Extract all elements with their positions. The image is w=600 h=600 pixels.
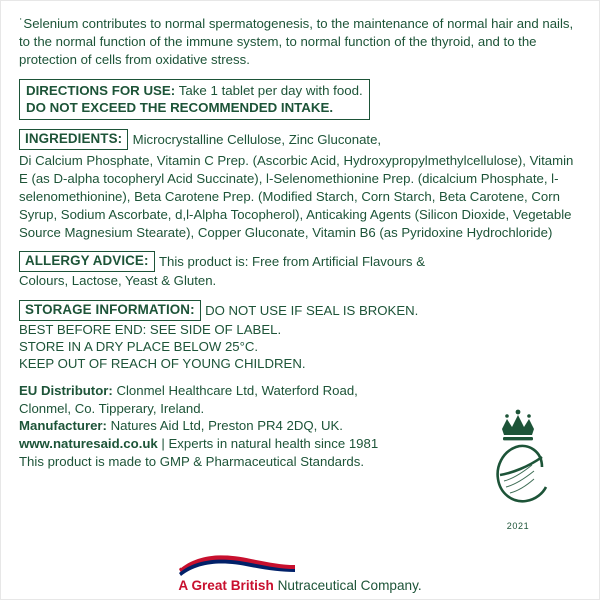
allergy-text-line-1: This product is: Free from Artificial Flavours & [158, 254, 425, 270]
directions-block [19, 79, 581, 120]
ingredients-heading: INGREDIENTS: [19, 129, 128, 150]
ingredients-body: Di Calcium Phosphate, Vitamin C Prep. (Ascorbic Acid, Hydroxypropylmethylcellulose), Vitamin E (as D-alpha tocopheryl Acid Succinate), l-Selenomethionine Prep. (dicalcium Phosphate, l-selenomethionine), Beta Carotene Prep. (Modified Starch, Corn Starch, Beta Carotene, Corn Syrup, Sodium Ascorbate, d,l-Alpha Tocopherol), Anticaking Agents (Silicon Dioxide, Vegetable Source Magnesium Stearate), Copper Gluconate, Vitamin B6 (as Pyridoxine Hydrochloride) [19, 152, 574, 241]
union-jack-swoosh-icon [177, 551, 297, 577]
website-tagline: | Experts in natural health since 1981 [161, 435, 379, 451]
ingredients-first-line: Microcrystalline Cellulose, Zinc Gluconate, [132, 131, 382, 147]
manufacturer-address: Natures Aid Ltd, Preston PR4 2DQ, UK. [110, 418, 343, 434]
eu-distributor-line [19, 382, 581, 400]
selenium-claim-text: ˙Selenium contributes to normal spermatogenesis, to the maintenance of normal hair and nails, to the normal function of the immune system, to normal function of the thyroid, and to the protection of cells from oxidative stress. [19, 16, 574, 67]
allergy-text-line-2: Colours, Lactose, Yeast & Gluten. [19, 273, 217, 289]
eu-distributor-address-1: Clonmel Healthcare Ltd, Waterford Road, [116, 382, 358, 398]
footer-tagline [1, 578, 599, 593]
eu-distributor-label: EU Distributor: [19, 382, 113, 398]
footer-green-text: Nutraceutical Company. [277, 578, 422, 593]
ingredients-block [19, 129, 581, 242]
directions-heading: DIRECTIONS FOR USE: [26, 82, 176, 98]
naturesaid-logo [463, 409, 573, 531]
storage-line-3: STORE IN A DRY PLACE BELOW 25°C. [19, 339, 259, 355]
directions-warning: DO NOT EXCEED THE RECOMMENDED INTAKE. [26, 99, 334, 115]
directions-line-1 [26, 82, 363, 99]
directions-box [19, 79, 370, 120]
storage-line-4: KEEP OUT OF REACH OF YOUNG CHILDREN. [19, 356, 306, 372]
website-link[interactable]: www.naturesaid.co.uk [19, 435, 158, 451]
directions-text: Take 1 tablet per day with food. [178, 82, 363, 98]
logo-year: 2021 [506, 521, 530, 531]
allergy-heading: ALLERGY ADVICE: [19, 251, 155, 272]
storage-line-2: BEST BEFORE END: SEE SIDE OF LABEL. [19, 321, 282, 337]
storage-line-1: DO NOT USE IF SEAL IS BROKEN. [205, 302, 419, 318]
footer-red-text: A Great British [178, 578, 274, 593]
gmp-statement: This product is made to GMP & Pharmaceutical Standards. [19, 453, 364, 469]
manufacturer-label: Manufacturer: [19, 418, 107, 434]
crown-leaf-emblem-icon [464, 409, 572, 515]
eu-distributor-address-2: Clonmel, Co. Tipperary, Ireland. [19, 400, 205, 416]
storage-heading: STORAGE INFORMATION: [19, 300, 201, 321]
allergy-block [19, 251, 581, 290]
storage-block [19, 300, 581, 373]
